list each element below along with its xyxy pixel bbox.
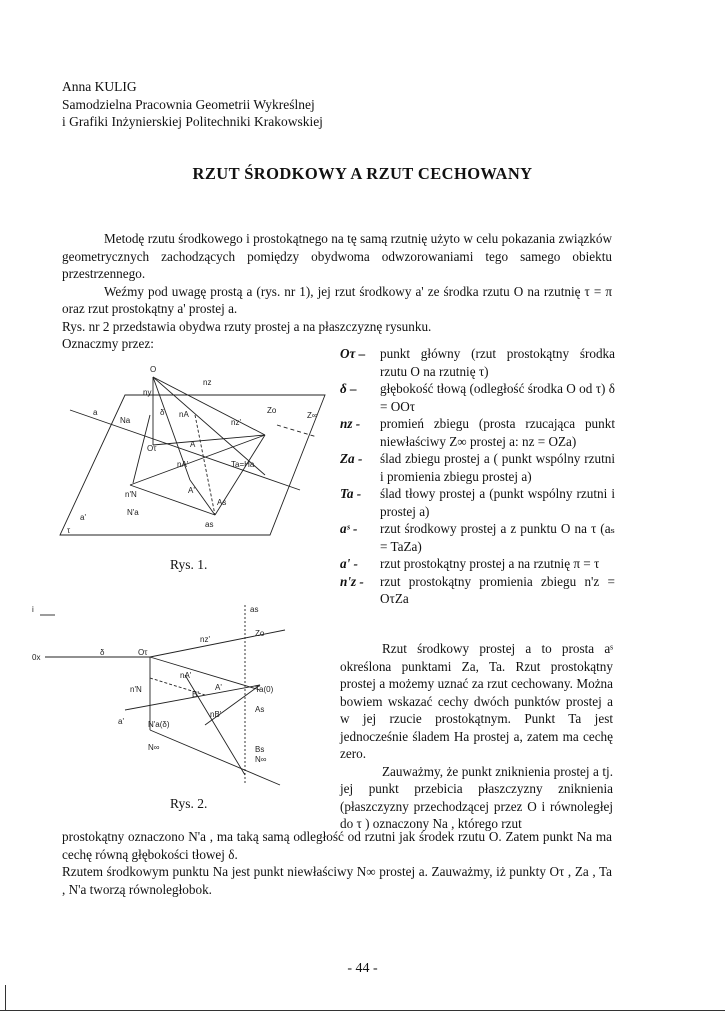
definition-symbol: Oτ – — [340, 346, 366, 361]
figure-2-diagram — [30, 600, 315, 790]
fig1-label-delta: δ — [160, 408, 165, 417]
fig2-label-na: nA' — [180, 671, 192, 680]
definition-symbol: n'z - — [340, 573, 364, 589]
fig2-label-B: B' — [192, 690, 199, 699]
fig2-label-nb: nB' — [210, 710, 222, 719]
fig1-label-zo: Zo — [267, 406, 277, 415]
fig1-label-zinf: Z∞ — [307, 411, 318, 420]
fig1-label-a2: a' — [80, 513, 86, 522]
page-number: - 44 - — [347, 961, 378, 976]
figure-2-caption: Rys. 2. — [170, 796, 208, 811]
fig1-label-na: Na — [120, 416, 131, 425]
definition-symbol: a' - — [340, 556, 358, 571]
author-name: Anna KULIG — [62, 79, 137, 94]
fig1-plane — [60, 395, 325, 535]
fig1-label-tau: τ — [67, 526, 71, 535]
body-paragraph-5: prostokątny oznaczono N'a , ma taką samą odległość od rzutni jak środek rzutu O. Zatem punkt Na ma cechę równą głębokości tłowej δ. — [62, 829, 612, 862]
fig2-label-nz: nz' — [200, 635, 210, 644]
definition-text: ślad tłowy prostej a (punkt wspólny rzutni i prostej a) — [380, 486, 615, 519]
definition-text: ślad zbiegu prostej a ( punkt wspólny rzutni i promienia zbiegu prostej a) — [380, 451, 615, 484]
definition-symbol: δ – — [340, 381, 357, 396]
fig1-label-ot: Oτ — [147, 444, 157, 453]
fig2-label-delta: δ — [100, 648, 105, 657]
definition-item — [340, 345, 615, 380]
fig2-label-bs: Bs — [255, 745, 265, 754]
fig2-label-A: A' — [215, 683, 222, 692]
body-paragraph-r2: Zauważmy, że punkt zniknienia prostej a tj. jej punkt przebicia płaszczyzny zniknienia (płaszczyzny przechodzącej przez O i równoległej do τ ) oznaczony Na , którego rzut — [340, 763, 613, 831]
fig2-label-na2: N'a(δ) — [148, 720, 170, 729]
definition-item — [340, 450, 615, 485]
definition-symbol: Za - — [340, 451, 363, 466]
figure-1-diagram — [55, 355, 335, 545]
fig2-label-a: a' — [118, 717, 124, 726]
fig1-label-nz: nz — [203, 378, 212, 387]
fig2-label-As: As — [255, 705, 265, 714]
scan-edge-left — [5, 985, 6, 1010]
definition-text: głębokość tłową (odległość środka O od τ) δ = OOτ — [380, 381, 615, 414]
body-paragraph-r1: Rzut środkowy prostej a to prosta aˢ określona punktami Za, Ta. Rzut prostokątny prostej a możemy uznać za rzut cechowany. Można bowiem wskazać cechy dwóch punktów prostej a w jej rzucie prostokątnym. Punkt Ta jest jednocześnie śladem Ha prostej a, zatem ma cechę zero. — [340, 641, 613, 761]
definition-item — [340, 415, 615, 450]
definition-item — [340, 380, 615, 415]
definition-text: punkt główny (rzut prostokątny środka rzutu O na rzutnię τ) — [380, 346, 615, 379]
fig1-label-nz2: nz' — [231, 418, 241, 427]
body-full-width — [62, 828, 612, 898]
definition-item — [340, 520, 615, 555]
definition-symbol: aˢ - — [340, 521, 358, 536]
definition-item — [340, 485, 615, 520]
definition-text: rzut prostokątny prostej a na rzutnię π = τ — [380, 556, 600, 571]
intro-paragraph-1: Metodę rzutu środkowego i prostokątnego na tę samą rzutnię użyto w celu pokazania związków geometrycznych zachodzących pomiędzy obydwoma odwzorowaniami tego samego obiektu przestrzennego. — [62, 231, 612, 281]
body-paragraph-6: Rzutem środkowym punktu Na jest punkt niewłaściwy N∞ prostej a. Zauważmy, iż punkty Oτ , Za , Ta , N'a tworzą równoległobok. — [62, 864, 612, 897]
fig1-label-A2: A' — [188, 486, 195, 495]
definition-text: rzut prostokątny promienia zbiegu n'z = OτZa — [380, 573, 615, 606]
intro-paragraph-3: Rys. nr 2 przedstawia obydwa rzuty prostej a na płaszczyznę rysunku. — [62, 318, 432, 334]
fig1-label-a: a — [93, 408, 98, 417]
fig1-label-ny2: n'N — [125, 490, 137, 499]
definition-text: promień zbiegu (prosta rzucająca punkt niewłaściwy Z∞ prostej a: nz = OZa) — [380, 416, 615, 449]
fig1-label-as: As — [217, 498, 227, 507]
fig2-label-ninf: N∞ — [148, 743, 160, 752]
author-block — [62, 78, 323, 131]
definition-symbol: nz - — [340, 416, 361, 431]
definition-symbol: Ta - — [340, 486, 362, 501]
fig2-label-as: as — [250, 605, 259, 614]
definition-item — [340, 573, 615, 608]
scan-edge-bottom — [0, 1010, 725, 1011]
fig1-label-na2: nA — [179, 410, 189, 419]
fig2-label-ot: Oτ — [138, 648, 148, 657]
body-right-column — [340, 640, 613, 833]
fig1-label-o: O — [150, 365, 157, 374]
fig2-label-nn: n'N — [130, 685, 142, 694]
fig2-label-ninf2: N∞ — [255, 755, 267, 764]
intro-paragraph-2: Weźmy pod uwagę prostą a (rys. nr 1), jej rzut środkowy a' ze środka rzutu O na rzutnię τ = π oraz rzut prostokątny a' prostej a. — [62, 283, 612, 316]
fig1-label-taha: Ta=Ha — [231, 460, 255, 469]
intro-paragraph-4: Oznaczmy przez: — [62, 336, 154, 351]
fig2-label-0x: 0x — [32, 653, 41, 662]
fig1-label-n2a: N'a — [127, 508, 139, 517]
fig2-label-zo: Zo — [255, 629, 265, 638]
fig1-label-na3: nA' — [177, 460, 189, 469]
fig2-label-i: i — [32, 605, 34, 614]
definition-item — [340, 555, 615, 573]
fig1-label-ny: ny — [143, 388, 152, 397]
figure-1-caption: Rys. 1. — [170, 557, 208, 572]
fig1-label-as2: as — [205, 520, 214, 529]
definition-text: rzut środkowy prostej a z punktu O na τ (aₛ = TaZa) — [380, 521, 615, 554]
page-title: RZUT ŚRODKOWY A RZUT CECHOWANY — [192, 164, 533, 183]
intro-section — [62, 230, 612, 353]
affiliation-line-2: i Grafiki Inżynierskiej Politechniki Krakowskiej — [62, 114, 323, 129]
fig1-label-A: A — [190, 440, 196, 449]
affiliation-line-1: Samodzielna Pracownia Geometrii Wykreślnej — [62, 96, 315, 112]
definitions-list — [340, 345, 615, 608]
fig2-label-ta: Ta(0) — [255, 685, 274, 694]
